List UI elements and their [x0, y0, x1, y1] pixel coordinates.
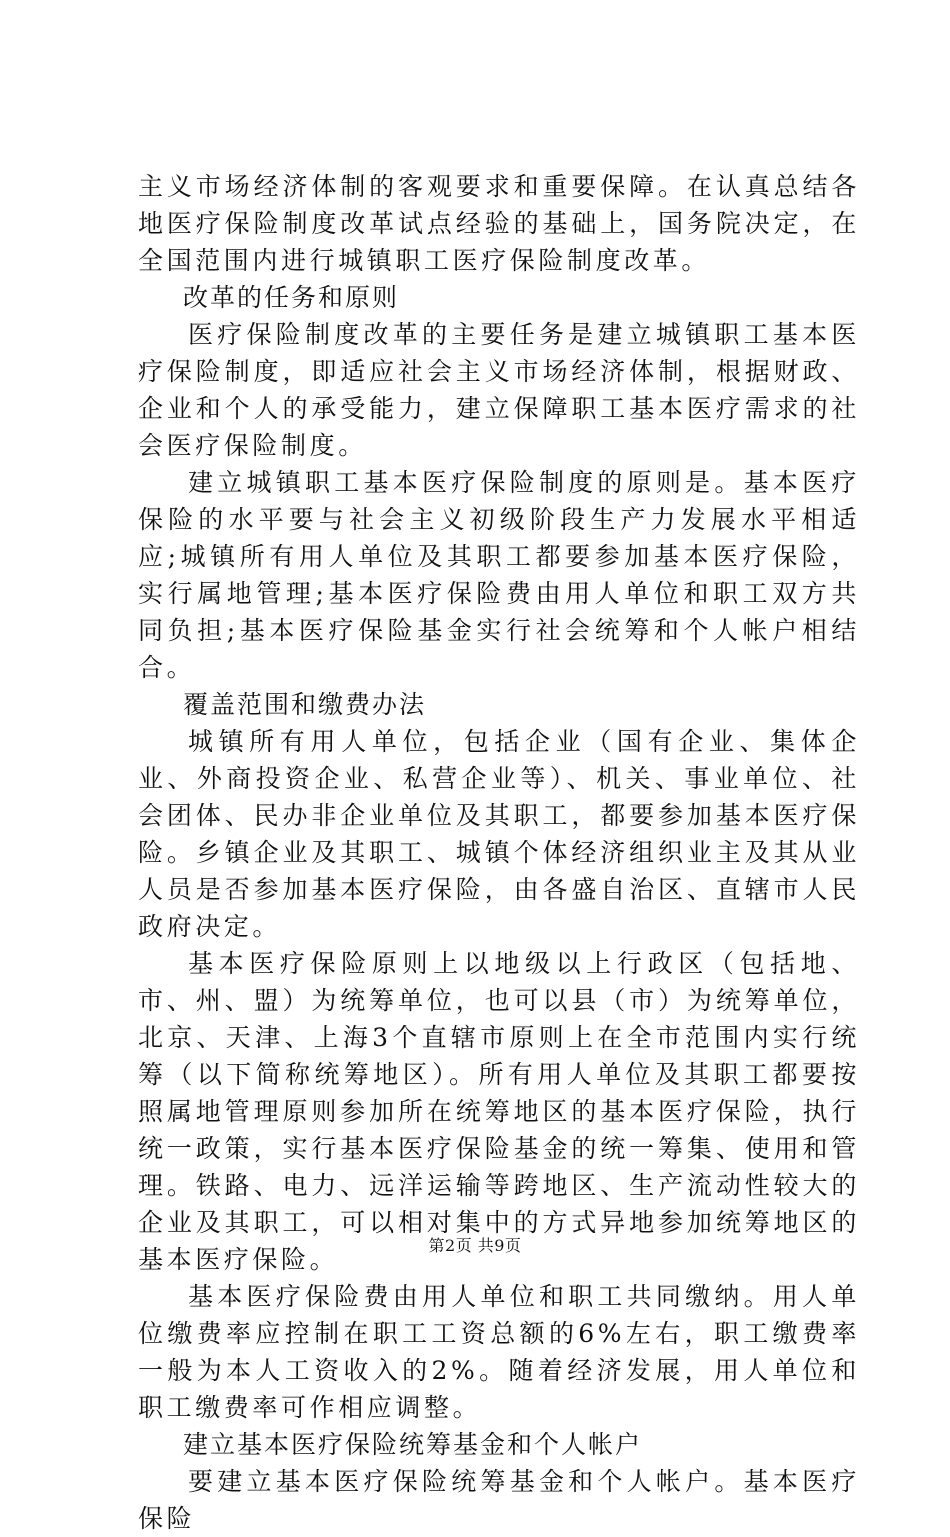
section-heading: 改革的任务和原则 — [183, 283, 400, 312]
page-footer — [0, 1233, 950, 1256]
body-paragraph: 要建立基本医疗保险统筹基金和个人帐户。基本医疗保险 — [138, 1467, 860, 1533]
body-paragraph: 城镇所有用人单位，包括企业（国有企业、集体企业、外商投资企业、私营企业等）、机关、事业单位、社会团体、民办非企业单位及其职工，都要参加基本医疗保险。乡镇企业及其职工、城镇个体经济组织业主及其从业人员是否参加基本医疗保险，由各盛自治区、直辖市人民政府决定。 — [138, 727, 860, 941]
body-paragraph: 基本医疗保险费由用人单位和职工共同缴纳。用人单位缴费率应控制在职工工资总额的6%左右，职工缴费率一般为本人工资收入的2%。随着经济发展，用人单位和职工缴费率可作相应调整。 — [138, 1282, 860, 1422]
body-paragraph: 主义市场经济体制的客观要求和重要保障。在认真总结各地医疗保险制度改革试点经验的基础上，国务院决定，在全国范围内进行城镇职工医疗保险制度改革。 — [138, 172, 860, 275]
page-number-label: 第2页 共9页 — [428, 1236, 522, 1255]
document-body — [138, 168, 860, 1537]
body-paragraph: 医疗保险制度改革的主要任务是建立城镇职工基本医疗保险制度，即适应社会主义市场经济体制，根据财政、企业和个人的承受能力，建立保障职工基本医疗需求的社会医疗保险制度。 — [138, 320, 860, 460]
section-heading: 建立基本医疗保险统筹基金和个人帐户 — [183, 1430, 643, 1459]
body-paragraph: 建立城镇职工基本医疗保险制度的原则是。基本医疗保险的水平要与社会主义初级阶段生产力发展水平相适应;城镇所有用人单位及其职工都要参加基本医疗保险，实行属地管理;基本医疗保险费由用人单位和职工双方共同负担;基本医疗保险基金实行社会统筹和个人帐户相结合。 — [138, 468, 860, 682]
body-paragraph: 基本医疗保险原则上以地级以上行政区（包括地、市、州、盟）为统筹单位，也可以县（市）为统筹单位，北京、天津、上海3个直辖市原则上在全市范围内实行统筹（以下简称统筹地区）。所有用人单位及其职工都要按照属地管理原则参加所在统筹地区的基本医疗保险，执行统一政策，实行基本医疗保险基金的统一筹集、使用和管理。铁路、电力、远洋运输等跨地区、生产流动性较大的企业及其职工，可以相对集中的方式异地参加统筹地区的基本医疗保险。 — [138, 949, 860, 1274]
section-heading: 覆盖范围和缴费办法 — [183, 690, 427, 719]
